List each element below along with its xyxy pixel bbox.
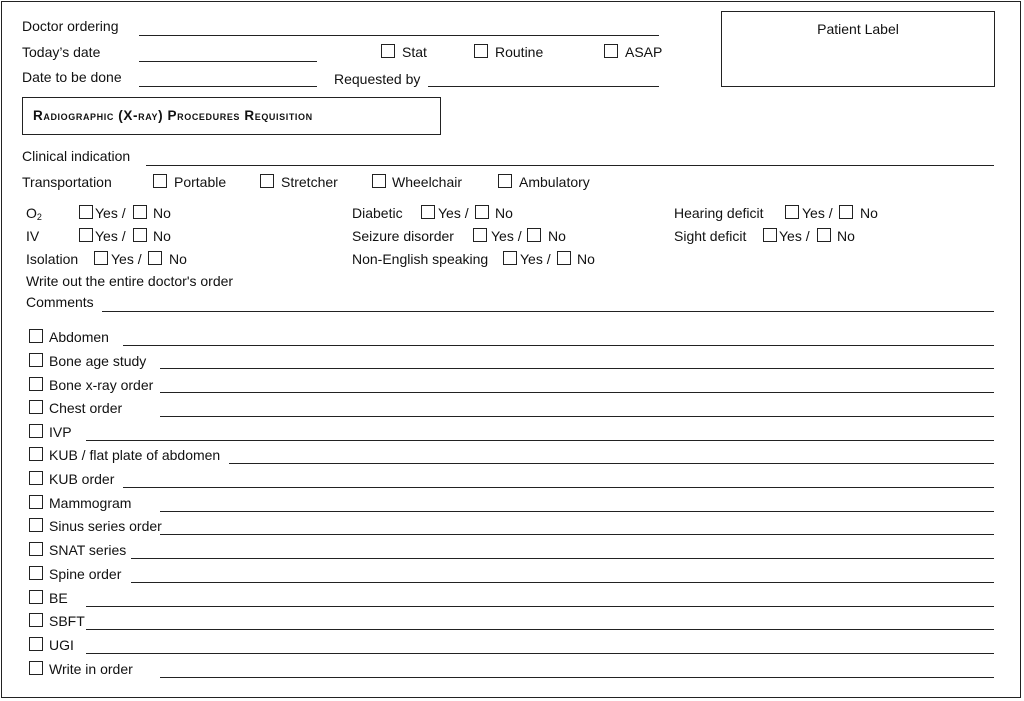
diabetic-label: Diabetic [352, 205, 403, 221]
isolation-label: Isolation [26, 251, 79, 267]
abdomen-label: Abdomen [49, 329, 109, 345]
seizure-no-label: No [548, 228, 566, 244]
bone-age-study-checkbox[interactable] [29, 353, 43, 367]
bone-xray-order-label: Bone x-ray order [49, 377, 154, 393]
bone-age-study-field[interactable] [160, 368, 994, 369]
ugi-label: UGI [49, 637, 74, 653]
abdomen-checkbox[interactable] [29, 329, 43, 343]
diabetic-yes-label: Yes / [438, 205, 469, 221]
clinical-indication-field[interactable] [146, 165, 994, 166]
mammogram-label: Mammogram [49, 495, 132, 511]
sbft-label: SBFT [49, 613, 85, 629]
spine-order-field[interactable] [131, 582, 994, 583]
o2-no-label: No [153, 205, 171, 221]
snat-series-field[interactable] [131, 558, 994, 559]
portable-label: Portable [174, 174, 227, 190]
hearing-no-label: No [860, 205, 878, 221]
kub-flat-plate-label: KUB / flat plate of abdomen [49, 447, 221, 463]
hearing-yes-label: Yes / [802, 205, 833, 221]
routine-label: Routine [495, 44, 544, 60]
stat-label: Stat [402, 44, 427, 60]
kub-order-checkbox[interactable] [29, 471, 43, 485]
doctor-ordering-label: Doctor ordering [22, 18, 119, 34]
ugi-field[interactable] [86, 653, 994, 654]
iv-label: IV [26, 228, 40, 244]
o2-yes-checkbox[interactable] [79, 205, 93, 219]
iv-no-checkbox[interactable] [133, 228, 147, 242]
write-out-label: Write out the entire doctor's order [26, 273, 234, 289]
bone-xray-order-checkbox[interactable] [29, 377, 43, 391]
be-field[interactable] [86, 606, 994, 607]
write-in-order-checkbox[interactable] [29, 661, 43, 675]
patient-label-box[interactable] [721, 11, 995, 87]
bone-xray-order-field[interactable] [160, 392, 994, 393]
ivp-label: IVP [49, 424, 72, 440]
wheelchair-checkbox[interactable] [372, 174, 386, 188]
ambulatory-label: Ambulatory [519, 174, 590, 190]
comments-label: Comments [26, 294, 94, 310]
routine-checkbox[interactable] [474, 44, 488, 58]
o2-label: $O_2$ [26, 205, 42, 222]
hearing-deficit-label: Hearing deficit [674, 205, 764, 221]
date-to-be-done-label: Date to be done [22, 69, 122, 85]
todays-date-label: Today’s date [22, 44, 101, 60]
snat-series-label: SNAT series [49, 542, 127, 558]
todays-date-field[interactable] [139, 61, 317, 62]
ivp-field[interactable] [86, 440, 994, 441]
comments-field[interactable] [102, 311, 994, 312]
spine-order-label: Spine order [49, 566, 122, 582]
sight-no-label: No [837, 228, 855, 244]
clinical-indication-label: Clinical indication [22, 148, 131, 164]
o2-no-checkbox[interactable] [133, 205, 147, 219]
hearing-no-checkbox[interactable] [839, 205, 853, 219]
seizure-no-checkbox[interactable] [527, 228, 541, 242]
doctor-ordering-field[interactable] [139, 35, 659, 36]
date-to-be-done-field[interactable] [139, 86, 317, 87]
write-in-order-field[interactable] [160, 677, 994, 678]
diabetic-no-checkbox[interactable] [475, 205, 489, 219]
non-english-yes-label: Yes / [520, 251, 551, 267]
ivp-checkbox[interactable] [29, 424, 43, 438]
iv-yes-label: Yes / [95, 228, 126, 244]
chest-order-label: Chest order [49, 400, 123, 416]
ambulatory-checkbox[interactable] [498, 174, 512, 188]
isolation-yes-checkbox[interactable] [94, 251, 108, 265]
be-checkbox[interactable] [29, 590, 43, 604]
asap-label: ASAP [625, 44, 663, 60]
diabetic-yes-checkbox[interactable] [421, 205, 435, 219]
write-in-order-label: Write in order [49, 661, 133, 677]
mammogram-checkbox[interactable] [29, 495, 43, 509]
sinus-series-order-checkbox[interactable] [29, 518, 43, 532]
sbft-checkbox[interactable] [29, 613, 43, 627]
seizure-label: Seizure disorder [352, 228, 454, 244]
requested-by-label: Requested by [334, 71, 421, 87]
non-english-no-label: No [577, 251, 595, 267]
stat-checkbox[interactable] [381, 44, 395, 58]
be-label: BE [49, 590, 68, 606]
o2-yes-label: Yes / [95, 205, 126, 221]
iv-yes-checkbox[interactable] [79, 228, 93, 242]
stretcher-checkbox[interactable] [260, 174, 274, 188]
abdomen-field[interactable] [123, 345, 994, 346]
isolation-no-label: No [169, 251, 187, 267]
transportation-label: Transportation [22, 174, 112, 190]
kub-order-field[interactable] [123, 487, 994, 488]
asap-checkbox[interactable] [604, 44, 618, 58]
stretcher-label: Stretcher [281, 174, 338, 190]
sight-yes-checkbox[interactable] [763, 228, 777, 242]
ugi-checkbox[interactable] [29, 637, 43, 651]
non-english-no-checkbox[interactable] [557, 251, 571, 265]
diabetic-no-label: No [495, 205, 513, 221]
bone-age-study-label: Bone age study [49, 353, 147, 369]
sbft-field[interactable] [86, 629, 994, 630]
spine-order-checkbox[interactable] [29, 566, 43, 580]
sight-yes-label: Yes / [779, 228, 810, 244]
iv-no-label: No [153, 228, 171, 244]
kub-flat-plate-checkbox[interactable] [29, 447, 43, 461]
mammogram-field[interactable] [160, 511, 994, 512]
sight-no-checkbox[interactable] [817, 228, 831, 242]
form-title-box [22, 97, 441, 135]
chest-order-checkbox[interactable] [29, 400, 43, 414]
seizure-yes-checkbox[interactable] [473, 228, 487, 242]
wheelchair-label: Wheelchair [392, 174, 463, 190]
kub-flat-plate-field[interactable] [229, 463, 994, 464]
sinus-series-order-label: Sinus series order [49, 518, 162, 534]
snat-series-checkbox[interactable] [29, 542, 43, 556]
chest-order-field[interactable] [160, 416, 994, 417]
non-english-yes-checkbox[interactable] [503, 251, 517, 265]
hearing-yes-checkbox[interactable] [785, 205, 799, 219]
form-title: Radiographic (X-ray) Procedures Requisition [33, 108, 313, 123]
non-english-label: Non-English speaking [352, 251, 489, 267]
isolation-yes-label: Yes / [111, 251, 142, 267]
requested-by-field[interactable] [428, 86, 659, 87]
kub-order-label: KUB order [49, 471, 115, 487]
portable-checkbox[interactable] [153, 174, 167, 188]
sight-deficit-label: Sight deficit [674, 228, 747, 244]
seizure-yes-label: Yes / [491, 228, 522, 244]
isolation-no-checkbox[interactable] [148, 251, 162, 265]
patient-label-text: Patient Label [817, 21, 899, 37]
sinus-series-order-field[interactable] [160, 534, 994, 535]
